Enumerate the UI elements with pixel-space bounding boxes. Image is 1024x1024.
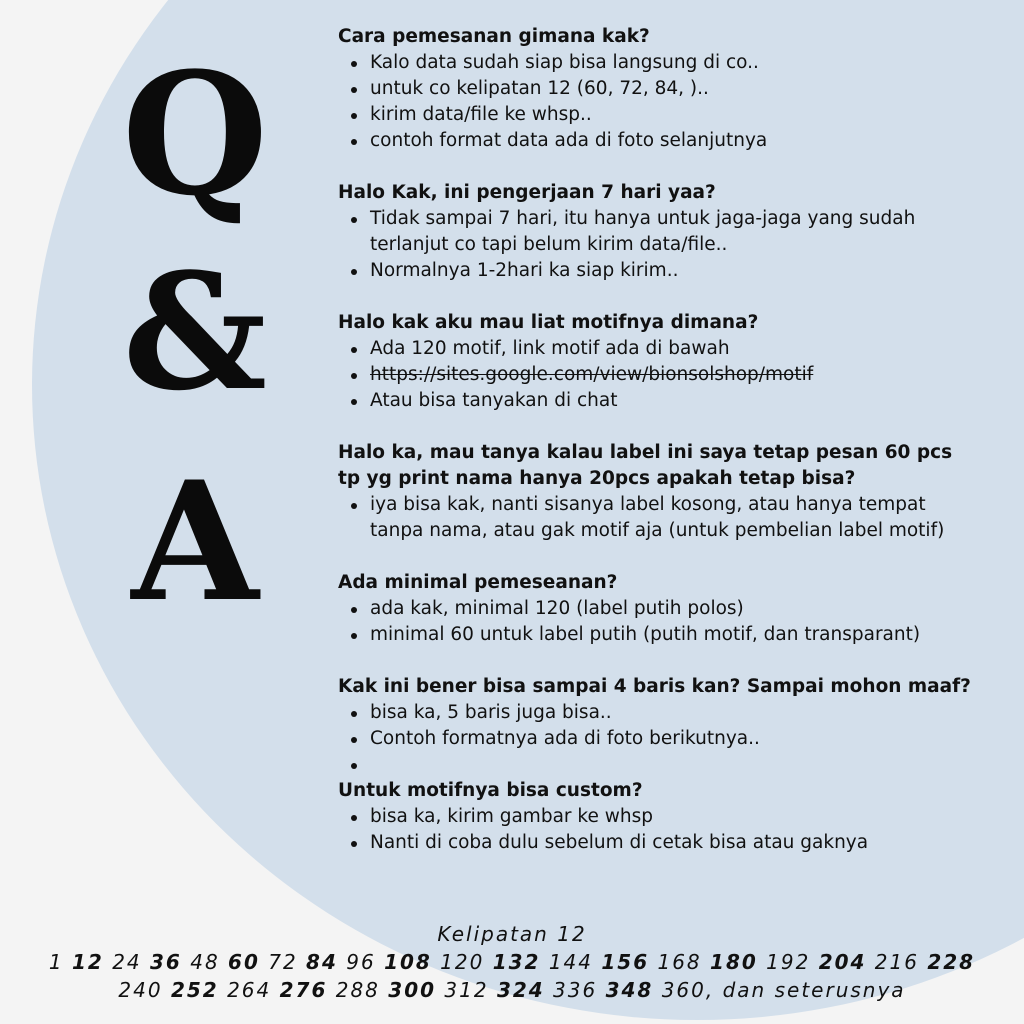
answer-item: bisa ka, 5 baris juga bisa.. [338,700,978,726]
multiples-row-2 [0,978,1024,1002]
qa-item [338,310,978,414]
multiple-number: 204 [818,950,867,974]
answer-item: contoh format data ada di foto selanjutnya [338,128,978,154]
multiple-number: 12 [72,950,104,974]
answer-list [338,492,978,544]
multiple-number: 144 [548,950,594,974]
multiple-number: 312 [444,978,489,1002]
qa-item [338,440,978,544]
answer-item: Kalo data sudah siap bisa langsung di co.. [338,50,978,76]
qa-item [338,180,978,284]
multiple-number: 48 [190,950,220,974]
question: Ada minimal pemeseanan? [338,572,618,593]
multiple-number: 252 [170,978,219,1002]
multiple-number: 360, [661,978,715,1002]
multiple-number: 300 [388,978,437,1002]
qa-item [338,674,978,778]
big-letter-ampersand: & [122,238,268,426]
answer-list [338,336,978,414]
multiple-number: 84 [306,950,338,974]
multiple-number: 36 [150,950,182,974]
answer-list [338,206,978,284]
question: Kak ini bener bisa sampai 4 baris kan? Sampai mohon maaf? [338,676,971,697]
multiple-number: 108 [384,950,432,974]
big-letter-q: Q [121,35,269,233]
answer-item: iya bisa kak, nanti sisanya label kosong, atau hanya tempat tanpa nama, atau gak motif aja (untuk pembelian label motif) [338,492,978,544]
multiple-number: 192 [766,950,811,974]
multiple-number: 72 [268,950,298,974]
multiple-number: seterusnya [774,978,906,1002]
answer-list [338,596,978,648]
multiple-number: 1 [48,950,64,974]
multiple-number: 276 [279,978,328,1002]
multiple-number: 288 [335,978,380,1002]
multiples-row-1 [0,950,1024,974]
multiple-number: 216 [874,950,919,974]
answer-list [338,804,978,856]
answer-item: bisa ka, kirim gambar ke whsp [338,804,978,830]
answer-item: ada kak, minimal 120 (label putih polos) [338,596,978,622]
answer-item: kirim data/file ke whsp.. [338,102,978,128]
multiple-number: 120 [440,950,485,974]
qa-item [338,24,978,154]
multiple-number: 228 [927,950,976,974]
multiple-number: 180 [710,950,758,974]
answer-item: Nanti di coba dulu sebelum di cetak bisa atau gaknya [338,830,978,856]
big-letter-a: A [131,445,259,638]
multiples-title: Kelipatan 12 [437,922,587,946]
answer-item: Ada 120 motif, link motif ada di bawah [338,336,978,362]
answer-item: minimal 60 untuk label putih (putih motif, dan transparant) [338,622,978,648]
multiple-number: dan [722,978,767,1002]
multiple-number: 336 [553,978,598,1002]
multiple-number: 348 [605,978,654,1002]
motif-link[interactable]: https://sites.google.com/view/bionsolshop/motif [338,362,978,388]
answer-item [338,752,978,778]
question: Cara pemesanan gimana kak? [338,26,650,47]
multiple-number: 156 [601,950,650,974]
qa-item [338,778,978,856]
question: Halo Kak, ini pengerjaan 7 hari yaa? [338,182,716,203]
answer-item: untuk co kelipatan 12 (60, 72, 84, ).. [338,76,978,102]
answer-item: Contoh formatnya ada di foto berikutnya.. [338,726,978,752]
question: Halo ka, mau tanya kalau label ini saya tetap pesan 60 pcs tp yg print nama hanya 20pcs apakah tetap bisa? [338,442,953,489]
multiple-number: 132 [492,950,541,974]
multiple-number: 264 [227,978,272,1002]
answer-item: Tidak sampai 7 hari, itu hanya untuk jaga-jaga yang sudah terlanjut co tapi belum kirim data/file.. [338,206,978,258]
answer-list [338,700,978,778]
multiple-number: 240 [118,978,163,1002]
qa-item [338,570,978,648]
answer-list [338,50,978,154]
multiple-number: 96 [346,950,376,974]
question: Halo kak aku mau liat motifnya dimana? [338,312,759,333]
multiple-number: 324 [496,978,545,1002]
answer-item: Atau bisa tanyakan di chat [338,388,978,414]
multiple-number: 60 [228,950,260,974]
multiple-number: 24 [112,950,142,974]
question: Untuk motifnya bisa custom? [338,780,643,801]
answer-item: Normalnya 1-2hari ka siap kirim.. [338,258,978,284]
qa-list [338,24,978,882]
multiple-number: 168 [657,950,702,974]
